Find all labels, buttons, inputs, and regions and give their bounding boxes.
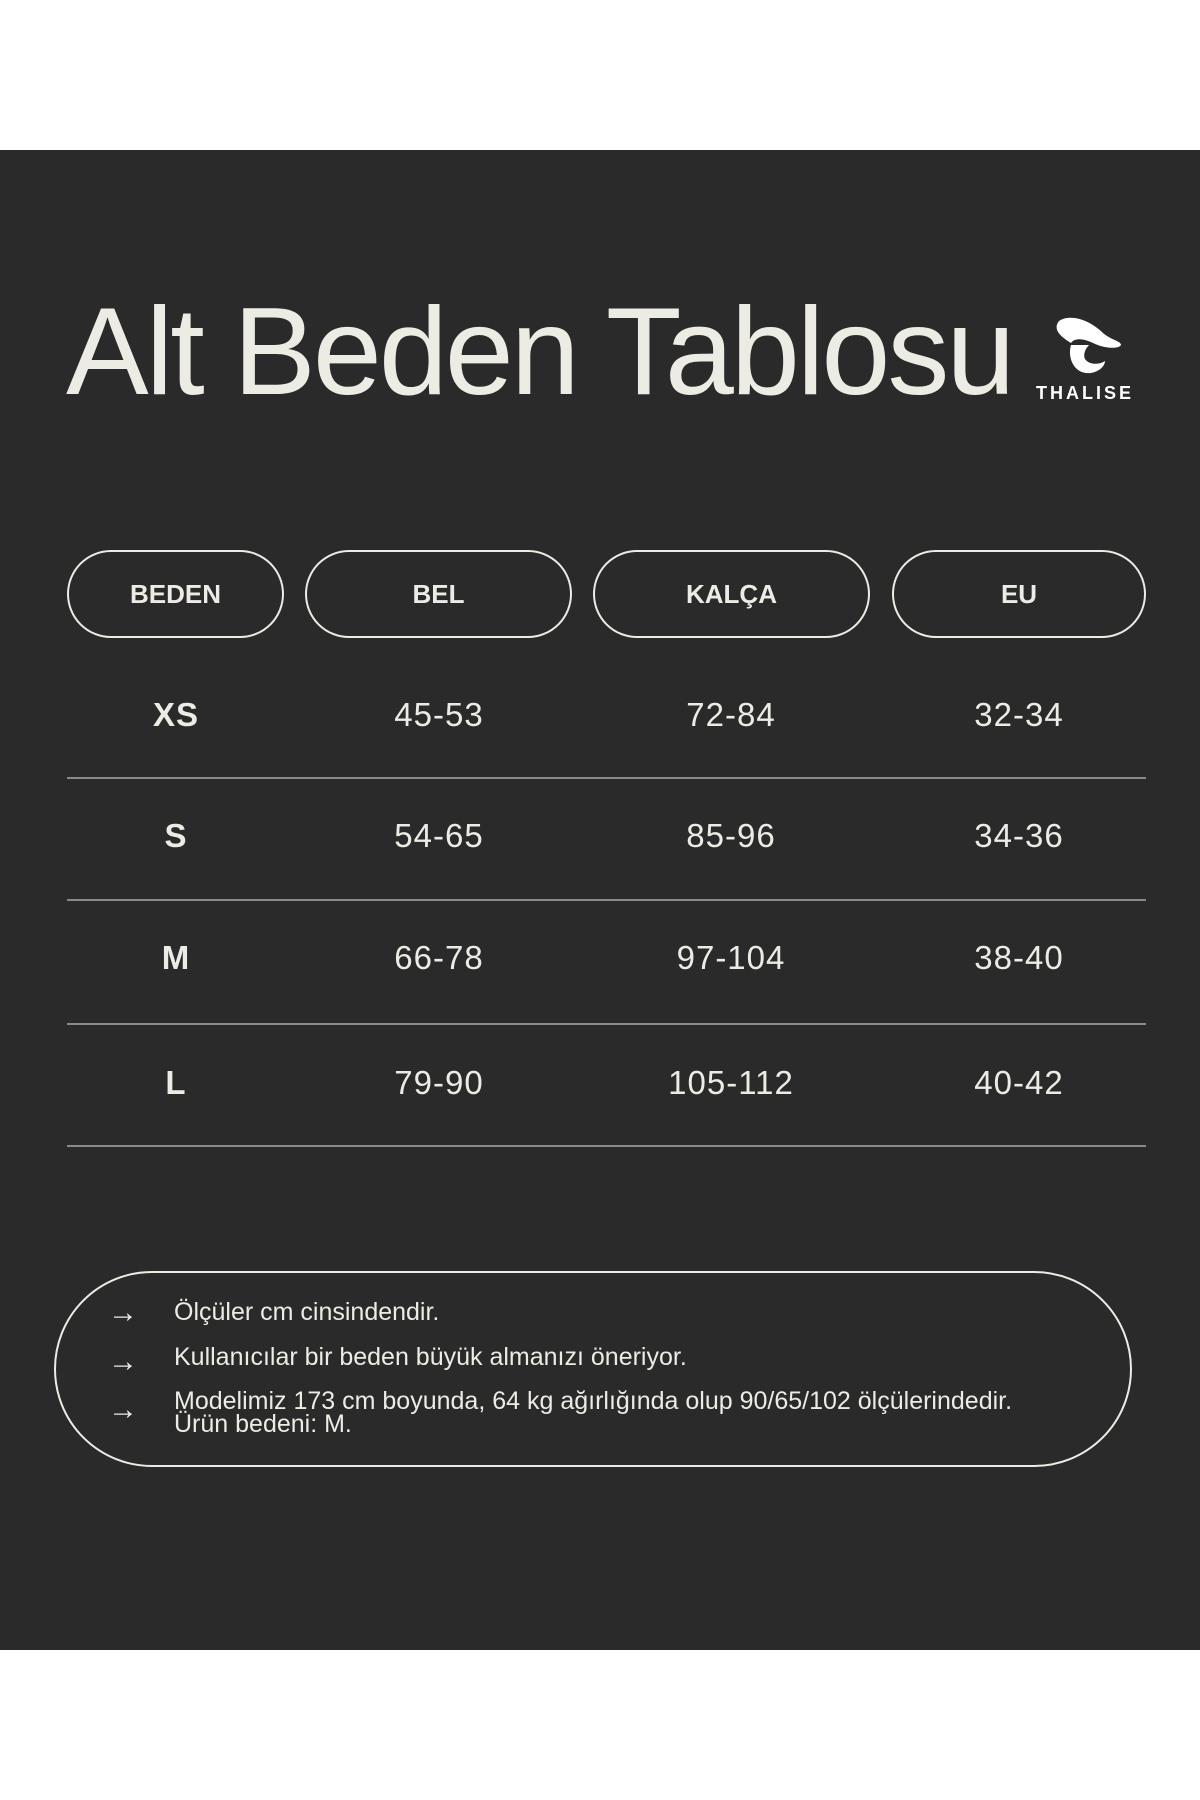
waist-cell: 66-78 (394, 939, 484, 976)
size-chart-panel (0, 150, 1200, 1650)
note-item (108, 1387, 1013, 1438)
note-item (108, 1296, 440, 1329)
brand-logo (1030, 315, 1140, 404)
row-divider (67, 777, 1146, 779)
wave-logo-icon (1045, 315, 1125, 381)
hip-cell: 72-84 (686, 696, 776, 733)
note-text: Ölçüler cm cinsindendir. (174, 1298, 440, 1326)
size-cell: L (165, 1064, 187, 1101)
eu-cell: 38-40 (974, 939, 1064, 976)
waist-cell: 45-53 (394, 696, 484, 733)
note-item (108, 1343, 687, 1378)
brand-name: THALISE (1035, 383, 1134, 403)
notes-box (54, 1271, 1132, 1467)
arrow-right-icon: → (108, 1296, 138, 1329)
eu-cell: 40-42 (974, 1064, 1064, 1101)
hip-cell: 105-112 (668, 1064, 794, 1101)
waist-cell: 54-65 (394, 817, 484, 854)
waist-cell: 79-90 (394, 1064, 484, 1101)
arrow-right-icon: → (108, 1393, 138, 1426)
size-cell: M (161, 939, 191, 976)
header-beden: BEDEN (67, 550, 284, 638)
eu-cell: 34-36 (974, 817, 1064, 854)
eu-cell: 32-34 (974, 696, 1064, 733)
size-cell: S (164, 817, 188, 854)
row-divider (67, 1145, 1146, 1147)
header-eu: EU (892, 550, 1146, 638)
note-text-line2: Ürün bedeni: M. (174, 1410, 352, 1438)
hip-cell: 97-104 (676, 939, 786, 976)
header-bel: BEL (305, 550, 572, 638)
size-cell: XS (152, 696, 200, 733)
arrow-right-icon: → (108, 1345, 138, 1378)
note-text: Kullanıcılar bir beden büyük almanızı öneriyor. (174, 1343, 687, 1371)
page-title: Alt Beden Tablosu (66, 283, 1013, 421)
header-kalca: KALÇA (593, 550, 870, 638)
row-divider (67, 899, 1146, 901)
row-divider (67, 1023, 1146, 1025)
hip-cell: 85-96 (686, 817, 776, 854)
note-text: Modelimiz 173 cm boyunda, 64 kg ağırlığında olup 90/65/102 ölçülerindedir. (174, 1387, 1013, 1415)
